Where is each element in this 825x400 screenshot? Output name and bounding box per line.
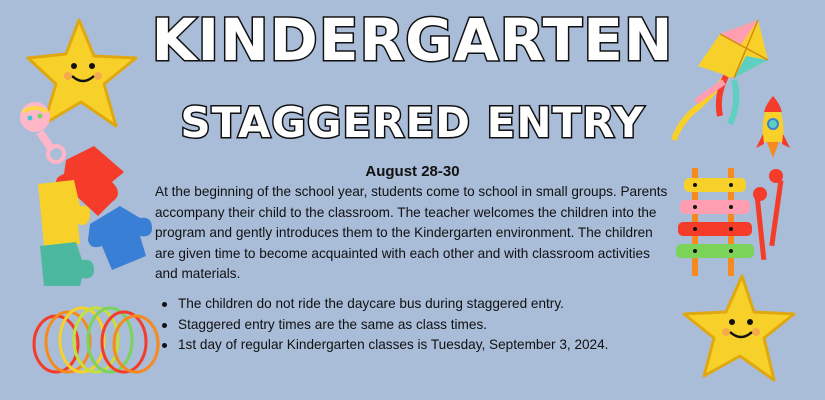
list-item: The children do not ride the daycare bus during staggered entry. — [158, 294, 678, 315]
page-title: KINDERGARTEN — [151, 6, 674, 74]
list-item: 1st day of regular Kindergarten classes is Tuesday, September 3, 2024. — [158, 335, 678, 356]
puzzle-icon — [28, 146, 156, 286]
list-item: Staggered entry times are the same as class times. — [158, 315, 678, 336]
info-list — [158, 294, 678, 356]
xylophone-icon — [672, 164, 792, 284]
intro-paragraph: At the beginning of the school year, students come to school in small groups. Parents accompany their child to the classroom. The teacher welcomes the children into the program and gently introduces them to the Kindergarten environment. The children are given time to become acquainted with each other and with classroom activities and materials. — [155, 184, 668, 281]
star-icon — [680, 272, 798, 388]
rocket-icon — [756, 94, 790, 160]
dates-label: August 28-30 — [365, 163, 460, 180]
page-subtitle: STAGGERED ENTRY — [180, 98, 645, 147]
slinky-icon — [32, 300, 160, 380]
